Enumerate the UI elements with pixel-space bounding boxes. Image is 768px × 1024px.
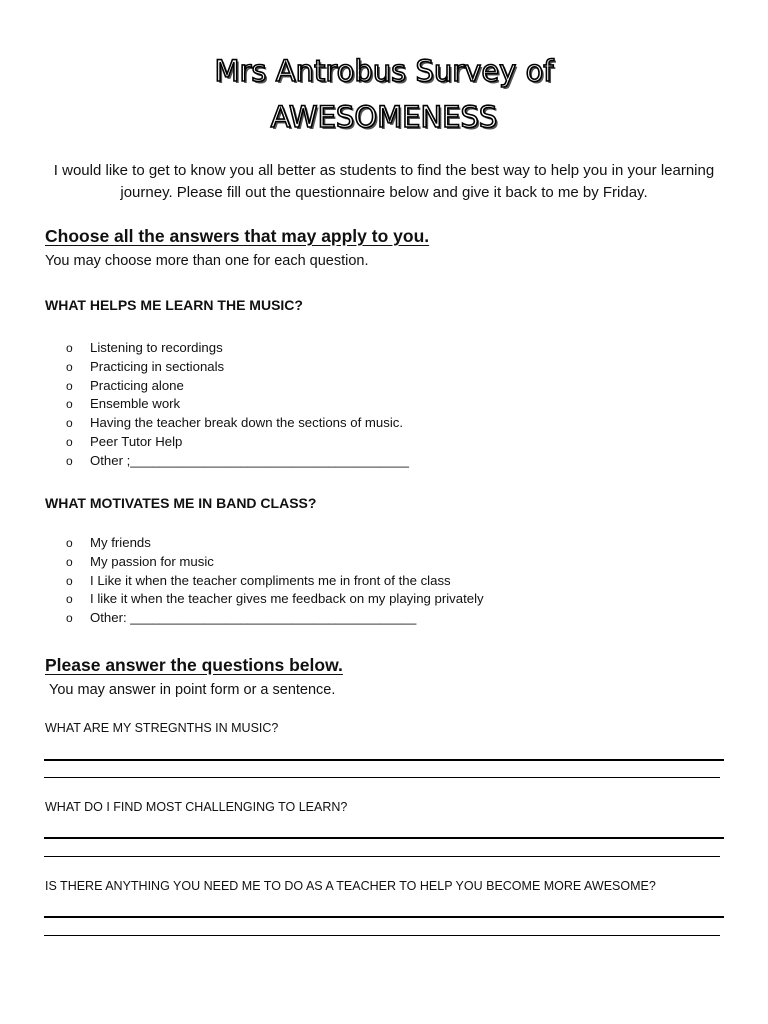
question-challenging: WHAT DO I FIND MOST CHALLENGING TO LEARN? — [45, 800, 348, 814]
option-teacher-breakdown[interactable] — [0, 414, 409, 433]
section-2-subtext: You may answer in point form or a sentence. — [49, 682, 336, 698]
option-public-compliments[interactable] — [0, 572, 484, 591]
option-listening-recordings[interactable] — [0, 339, 409, 358]
intro-paragraph: I would like to get to know you all better as students to find the best way to help you in your learning journey. Please fill out the questionnaire below and give it back to me by Friday. — [53, 162, 715, 201]
option-label: Other: _______________________________________ — [90, 610, 417, 626]
answer-line-challenging-2[interactable] — [44, 856, 720, 857]
option-label: I like it when the teacher gives me feedback on my playing privately — [90, 591, 484, 607]
answer-line-challenging-1[interactable] — [44, 837, 724, 839]
option-practicing-alone[interactable] — [0, 377, 409, 396]
question-strengths: WHAT ARE MY STREGNTHS IN MUSIC? — [45, 721, 279, 735]
bullet-circle-icon: o — [66, 416, 73, 431]
bullet-circle-icon: o — [66, 378, 73, 393]
option-other-motivation[interactable] — [0, 609, 484, 628]
answer-line-teacher-1[interactable] — [44, 916, 724, 918]
bullet-circle-icon: o — [66, 573, 73, 588]
bullet-circle-icon: o — [66, 359, 73, 374]
bullet-circle-icon: o — [66, 611, 73, 626]
answer-line-teacher-2[interactable] — [44, 935, 720, 936]
option-label: Other ;______________________________________ — [90, 452, 410, 468]
section-1-subtext: You may choose more than one for each question. — [45, 253, 369, 269]
option-label: Practicing alone — [90, 377, 184, 393]
bullet-circle-icon: o — [66, 434, 73, 449]
option-label: My friends — [90, 535, 151, 550]
option-label: Having the teacher break down the sections of music. — [90, 415, 404, 431]
option-passion-music[interactable] — [0, 553, 484, 572]
option-label: My passion for music — [90, 553, 214, 569]
bullet-circle-icon: o — [66, 453, 73, 468]
option-label: Ensemble work — [90, 396, 181, 412]
bullet-circle-icon: o — [66, 592, 73, 607]
learn-music-options — [0, 339, 409, 471]
option-label: I Like it when the teacher compliments me in front of the class — [90, 572, 451, 588]
bullet-circle-icon: o — [66, 554, 73, 569]
option-label: Listening to recordings — [90, 340, 223, 355]
answer-line-strengths-2[interactable] — [44, 777, 720, 778]
option-other-learn[interactable] — [0, 452, 409, 471]
option-label: Practicing in sectionals — [90, 358, 225, 374]
question-learn-music: WHAT HELPS ME LEARN THE MUSIC? — [45, 297, 303, 313]
motivation-options — [0, 534, 484, 628]
survey-title-line-2: AWESOMENESS — [270, 100, 498, 134]
survey-title-line-1: Mrs Antrobus Survey of — [214, 54, 554, 88]
bullet-circle-icon: o — [66, 536, 73, 550]
option-peer-tutor[interactable] — [0, 433, 409, 452]
question-motivates: WHAT MOTIVATES ME IN BAND CLASS? — [45, 495, 317, 511]
bullet-circle-icon: o — [66, 397, 73, 412]
option-label: Peer Tutor Help — [90, 433, 183, 449]
section-2-heading: Please answer the questions below. — [45, 655, 343, 675]
bullet-circle-icon: o — [66, 341, 73, 355]
option-practicing-sectionals[interactable] — [0, 358, 409, 377]
answer-line-strengths-1[interactable] — [44, 759, 724, 761]
option-ensemble-work[interactable] — [0, 395, 409, 414]
option-my-friends[interactable] — [0, 534, 484, 553]
section-1-heading: Choose all the answers that may apply to you. — [45, 226, 430, 246]
option-private-feedback[interactable] — [0, 590, 484, 609]
question-teacher-help: IS THERE ANYTHING YOU NEED ME TO DO AS A TEACHER TO HELP YOU BECOME MORE AWESOME? — [45, 879, 656, 893]
